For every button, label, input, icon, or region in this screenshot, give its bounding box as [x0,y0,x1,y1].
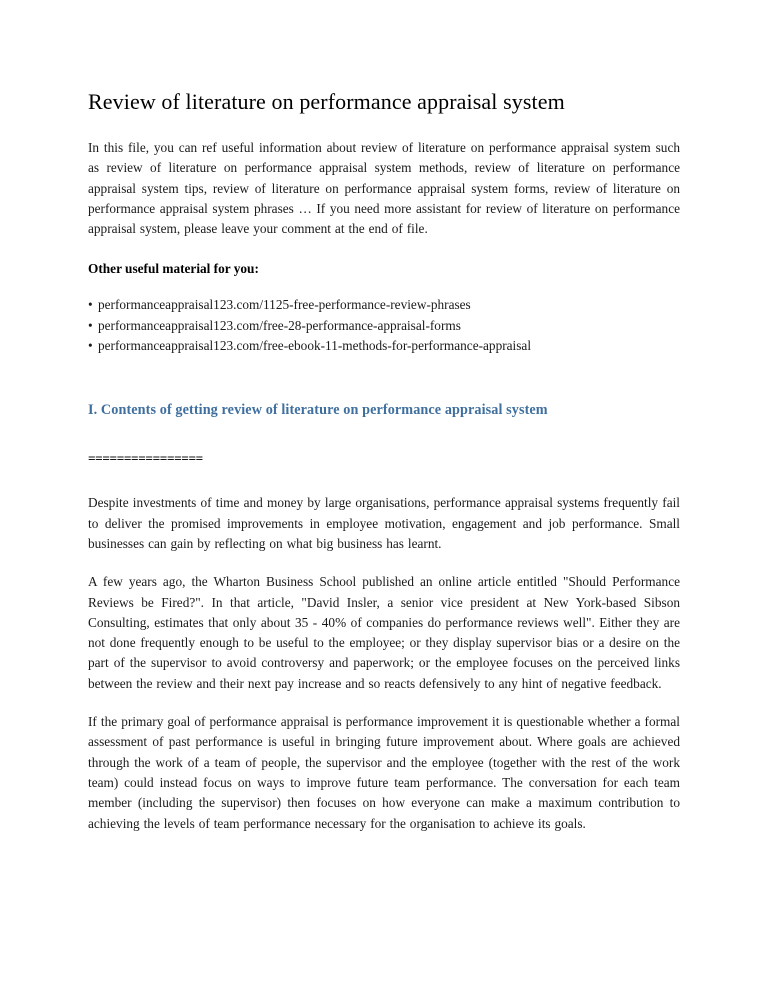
resource-link-list [88,295,680,356]
resources-heading: Other useful material for you: [88,261,259,277]
page-title: Review of literature on performance appraisal system [88,89,565,114]
bullet-icon: • [88,297,93,313]
resource-link[interactable]: performanceappraisal123.com/free-ebook-11-methods-for-performance-appraisal [98,338,532,354]
separator-rule: ================ [88,451,203,467]
bullet-icon: • [88,338,93,354]
list-item [88,295,680,315]
list-item [88,316,680,336]
intro-paragraph: In this file, you can ref useful information about review of literature on performance appraisal system such as review of literature on performance appraisal system methods, review of literature on performance appraisal system tips, review of literature on performance appraisal system forms, review of literature on performance appraisal system phrases … If you need more assistant for review of literature on performance appraisal system, please leave your comment at the end of file. [88,140,680,237]
section-heading: I. Contents of getting review of literature on performance appraisal system [88,402,548,419]
resource-link[interactable]: performanceappraisal123.com/1125-free-performance-review-phrases [98,297,471,313]
body-paragraph-1: Despite investments of time and money by large organisations, performance appraisal systems frequently fail to deliver the promised improvements in employee motivation, engagement and job performance. Small businesses can gain by reflecting on what big business has learnt. [88,495,680,551]
bullet-icon: • [88,317,93,333]
list-item [88,336,680,356]
body-paragraph-3: If the primary goal of performance appraisal is performance improvement it is questionable whether a formal assessment of past performance is useful in bringing future improvement about. Where goals are achieved through the work of a team of people, the supervisor and the employee (together with the rest of the work team) could instead focus on ways to improve future team performance. The conversation for each team member (including the supervisor) then focuses on how everyone can make a maximum contribution to achieving the levels of team performance necessary for the organisation to achieve its goals. [88,714,680,831]
resource-link[interactable]: performanceappraisal123.com/free-28-performance-appraisal-forms [98,317,461,333]
body-paragraph-2: A few years ago, the Wharton Business School published an online article entitled "Should Performance Reviews be Fired?". In that article, "David Insler, a senior vice president at New York-based Sibson Consulting, estimates that only about 35 - 40% of companies do performance reviews well". Either they are not done frequently enough to be useful to the employee; or they display supervisor bias or a desire on the part of the supervisor to avoid controversy and paperwork; or the employee focuses on the perceived links between the review and their next pay increase and so reacts defensively to any hint of negative feedback. [88,574,680,691]
